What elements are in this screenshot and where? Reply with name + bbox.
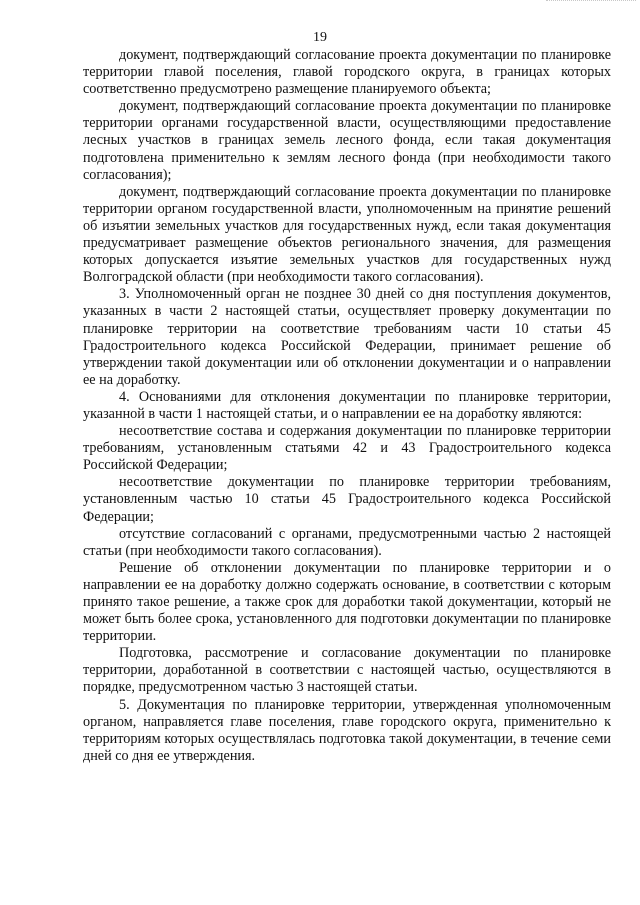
paragraph-approval-forest-authority: документ, подтверждающий согласование проекта документации по планировке территории органами государственной власти, осуществляющими предоставление лесных участков в границах земель лесного фонда, если такая документация подготовлена применительно к землям лесного фонда (при необходимости такого согласования);: [83, 98, 611, 183]
paragraph-item-5: 5. Документация по планировке территории, утвержденная уполномоченным органом, направляется главе поселения, главе городского округа, применительно к территориям которых осуществлялась подготовка такой документации, в течение семи дней со дня ее утверждения.: [83, 696, 611, 764]
paragraph-revised-documentation: Подготовка, рассмотрение и согласование документации по планировке территории, доработанной в соответствии с настоящей частью, осуществляются в порядке, предусмотренном частью 3 настоящей статьи.: [83, 645, 611, 696]
paragraph-item-4: 4. Основаниями для отклонения документации по планировке территории, указанной в части 1 настоящей статьи, и о направлении ее на доработку являются:: [83, 388, 611, 422]
scan-edge-mark: [546, 0, 636, 4]
paragraph-approval-settlement-head: документ, подтверждающий согласование проекта документации по планировке территории главой поселения, главой городского округа, в границах которых соответственно предусмотрено размещение планируемого объекта;: [83, 47, 611, 98]
paragraph-rejection-reason-requirements: несоответствие документации по планировке территории требованиям, установленным частью 10 статьи 45 Градостроительного кодекса Российской Федерации;: [83, 474, 611, 525]
document-body: [83, 47, 611, 765]
paragraph-approval-land-seizure-authority: документ, подтверждающий согласование проекта документации по планировке территории органом государственной власти, уполномоченным на принятие решений об изъятии земельных участков для государственных нужд, если такая документация предусматривает размещение объектов регионального значения, для размещения которых допускается изъятие земельных участков для государственных нужд Волгоградской области (при необходимости такого согласования).: [83, 183, 611, 286]
paragraph-rejection-reason-composition: несоответствие состава и содержания документации по планировке территории требованиям, установленным статьями 42 и 43 Градостроительного кодекса Российской Федерации;: [83, 423, 611, 474]
paragraph-rejection-reason-approvals: отсутствие согласований с органами, предусмотренными частью 2 настоящей статьи (при необходимости такого согласования).: [83, 525, 611, 559]
paragraph-item-3: 3. Уполномоченный орган не позднее 30 дней со дня поступления документов, указанных в части 2 настоящей статьи, осуществляет проверку документации по планировке территории на соответствие требованиям части 10 статьи 45 Градостроительного кодекса Российской Федерации, принимает решение об утверждении такой документации или об отклонении документации и о направлении ее на доработку.: [83, 286, 611, 388]
paragraph-rejection-decision: Решение об отклонении документации по планировке территории и о направлении ее на доработку должно содержать основание, в соответствии с которым принято такое решение, а также срок для доработки такой документации, который не может быть более срока, установленного для подготовки документации по планировке территории.: [83, 559, 611, 645]
page-number: 19: [313, 30, 327, 45]
